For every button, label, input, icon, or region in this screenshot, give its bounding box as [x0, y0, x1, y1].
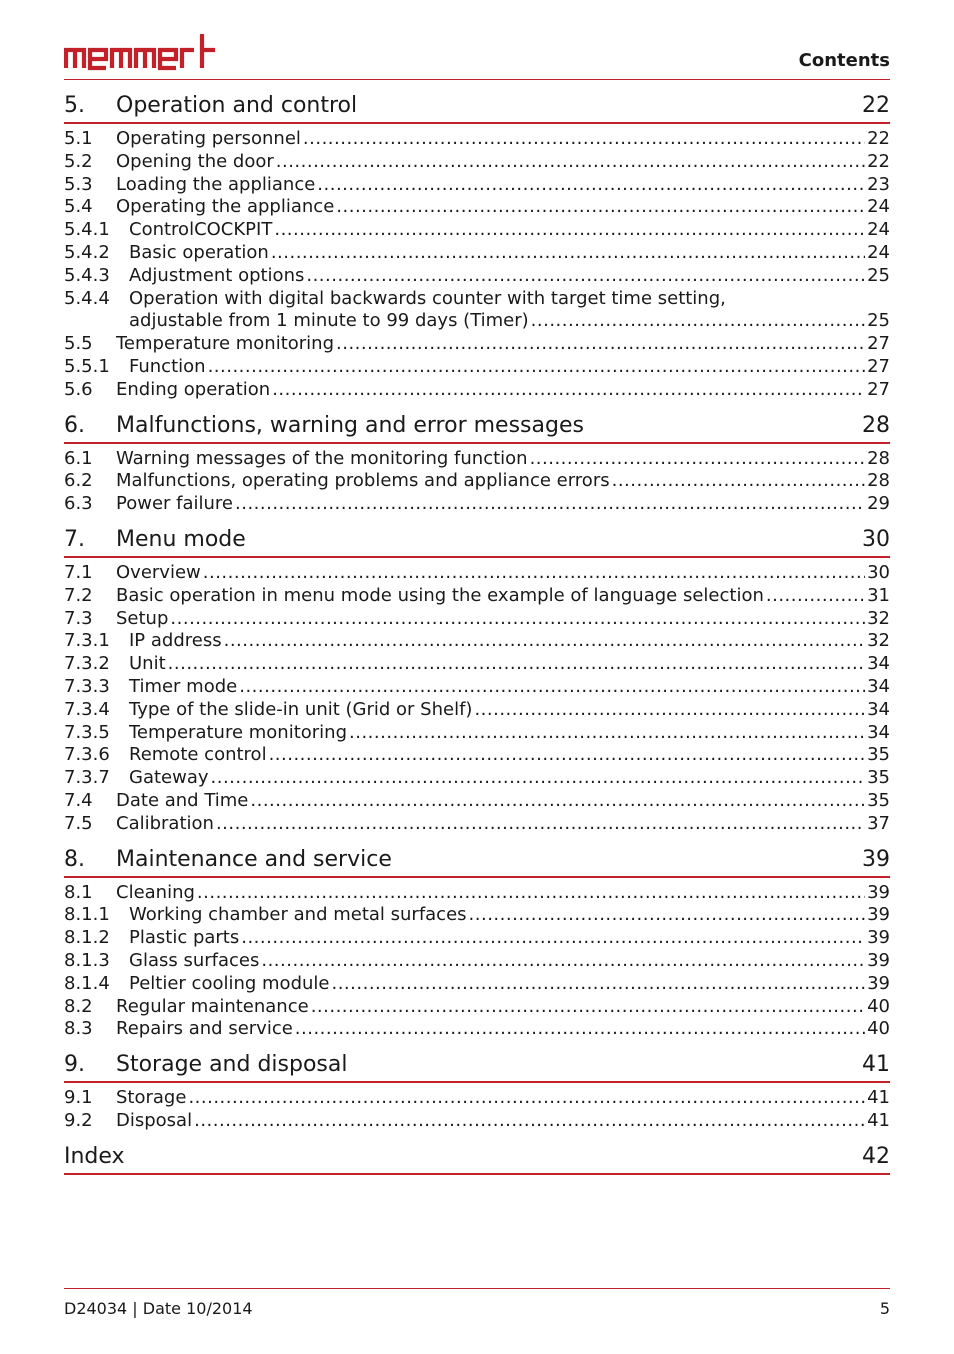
- chapter-spacer: [64, 1133, 890, 1141]
- chapter-spacer: [64, 516, 890, 524]
- entry-page-number: 39: [867, 927, 890, 949]
- entry-number: 7.3.6: [64, 744, 110, 766]
- dot-leader: [168, 653, 865, 676]
- dot-leader: [336, 333, 865, 356]
- entry-content: [129, 699, 890, 722]
- entry-page-number: 27: [867, 333, 890, 355]
- dot-leader: [306, 265, 865, 288]
- toc-entry[interactable]: [64, 196, 890, 219]
- entry-title: Repairs and service: [116, 1018, 293, 1040]
- entry-number: 5.4: [64, 196, 93, 218]
- chapter-page-number: 41: [862, 1052, 890, 1078]
- entry-title: Unit: [129, 653, 166, 675]
- chapter-title: Menu mode: [116, 526, 246, 552]
- footer-doc-info: D24034 | Date 10/2014: [64, 1299, 253, 1318]
- entry-page-number: 32: [867, 607, 890, 629]
- entry-content: [129, 653, 890, 676]
- entry-title: Warning messages of the monitoring function: [116, 447, 528, 469]
- entry-title: Basic operation: [129, 241, 269, 263]
- entry-content: [129, 630, 890, 653]
- toc-entry[interactable]: [64, 288, 890, 334]
- entry-number: 7.2: [64, 584, 93, 606]
- entry-page-number: 34: [867, 698, 890, 720]
- entry-page-number: 39: [867, 949, 890, 971]
- entry-number: 8.1.1: [64, 904, 110, 926]
- chapter-title: Index: [64, 1143, 125, 1169]
- toc-entry[interactable]: [64, 699, 890, 722]
- entry-page-number: 39: [867, 972, 890, 994]
- entry-content: [129, 904, 890, 927]
- entry-content: [116, 448, 890, 471]
- entry-title: Function: [129, 355, 206, 377]
- dot-leader: [349, 722, 865, 745]
- entry-page-number: 24: [867, 241, 890, 263]
- entry-title: IP address: [129, 630, 222, 652]
- toc-entry[interactable]: [64, 174, 890, 197]
- entry-page-number: 28: [867, 447, 890, 469]
- entry-number: 5.1: [64, 128, 93, 149]
- entry-content: [116, 174, 890, 197]
- dot-leader: [211, 767, 866, 790]
- entry-number: 5.4.1: [64, 219, 110, 241]
- entry-number: 7.3.3: [64, 675, 110, 697]
- dot-leader: [271, 242, 865, 265]
- entry-title: Calibration: [116, 812, 214, 834]
- entry-content: [129, 722, 890, 745]
- entry-title: Storage: [116, 1087, 187, 1109]
- entry-number: 9.2: [64, 1109, 93, 1131]
- entry-title: Setup: [116, 607, 169, 629]
- entry-number: 8.2: [64, 995, 93, 1017]
- entry-content: [116, 585, 890, 608]
- dot-leader: [612, 470, 865, 493]
- dot-leader: [216, 813, 865, 836]
- entry-title: Ending operation: [116, 378, 271, 400]
- entry-title: Peltier cooling module: [129, 972, 330, 994]
- toc-entry[interactable]: [64, 448, 890, 471]
- entry-page-number: 37: [867, 812, 890, 834]
- toc-chapter-heading[interactable]: [64, 1141, 890, 1175]
- entry-content: [116, 562, 890, 585]
- entry-content: [116, 608, 890, 631]
- entry-page-number: 39: [867, 904, 890, 926]
- entry-number: 7.4: [64, 789, 93, 811]
- entry-title: Glass surfaces: [129, 949, 260, 971]
- dot-leader: [235, 493, 865, 516]
- chapter-title: Malfunctions, warning and error messages: [116, 412, 584, 438]
- chapter-title: Storage and disposal: [116, 1052, 348, 1078]
- entry-content: [129, 767, 890, 790]
- header-rule: [64, 79, 890, 80]
- entry-page-number: 27: [867, 355, 890, 377]
- entry-content: [116, 1018, 890, 1041]
- dot-leader: [469, 904, 866, 927]
- toc-entry[interactable]: [64, 585, 890, 608]
- entry-page-number: 34: [867, 721, 890, 743]
- dot-leader: [250, 790, 865, 813]
- entry-number: 5.6: [64, 378, 93, 400]
- toc-chapter-heading[interactable]: [64, 410, 890, 444]
- entry-content: [116, 196, 890, 219]
- entry-page-number: 41: [867, 1109, 890, 1131]
- entry-page-number: 29: [867, 493, 890, 515]
- dot-leader: [766, 585, 865, 608]
- chapter-number: 5.: [64, 93, 85, 118]
- toc-entry[interactable]: [64, 242, 890, 265]
- chapter-page-number: 39: [862, 846, 890, 872]
- toc-entry[interactable]: [64, 333, 890, 356]
- entry-content: [129, 242, 890, 265]
- entry-page-number: 35: [867, 789, 890, 811]
- entry-page-number: 35: [867, 767, 890, 789]
- toc-chapter-heading[interactable]: [64, 524, 890, 558]
- dot-leader: [188, 1087, 865, 1110]
- dot-leader: [272, 379, 865, 402]
- entry-title: Temperature monitoring: [129, 721, 348, 743]
- entry-number: 5.2: [64, 150, 93, 172]
- toc-entry[interactable]: [64, 356, 890, 379]
- entry-number: 7.3.4: [64, 698, 110, 720]
- memmert-logo: [64, 32, 216, 72]
- entry-page-number: 22: [867, 150, 890, 172]
- entry-content: [129, 950, 890, 973]
- entry-title: Timer mode: [129, 675, 238, 697]
- entry-content: [116, 493, 890, 516]
- entry-page-number: 27: [867, 378, 890, 400]
- chapter-number: 7.: [64, 526, 85, 552]
- dot-leader: [336, 196, 865, 219]
- entry-content: [116, 996, 890, 1019]
- entry-number: 6.1: [64, 447, 93, 469]
- chapter-page-number: 30: [862, 526, 890, 552]
- entry-page-number: 35: [867, 744, 890, 766]
- entry-number: 7.3.7: [64, 767, 110, 789]
- toc-entry[interactable]: [64, 562, 890, 585]
- entry-content: [116, 151, 890, 174]
- footer-rule: [64, 1288, 890, 1289]
- footer-page-number: 5: [879, 1299, 890, 1318]
- toc-entry[interactable]: [64, 219, 890, 242]
- entry-number: 7.3.2: [64, 653, 110, 675]
- entry-page-number: 34: [867, 653, 890, 675]
- toc-chapter-heading[interactable]: [64, 90, 890, 124]
- toc-entry[interactable]: [64, 470, 890, 493]
- entry-title: Gateway: [129, 767, 209, 789]
- entry-number: 7.1: [64, 561, 93, 583]
- dot-leader: [170, 608, 865, 631]
- entry-number: 9.1: [64, 1087, 93, 1109]
- entry-page-number: 23: [867, 173, 890, 195]
- entry-number: 7.3: [64, 607, 93, 629]
- entry-title: Cleaning: [116, 881, 195, 903]
- dot-leader: [311, 996, 865, 1019]
- entry-title: Regular maintenance: [116, 995, 309, 1017]
- entry-page-number: 25: [867, 264, 890, 286]
- toc-entry[interactable]: [64, 151, 890, 174]
- entry-number: 8.3: [64, 1018, 93, 1040]
- entry-title: Remote control: [129, 744, 267, 766]
- chapter-page-number: 42: [862, 1143, 890, 1169]
- entry-page-number: 25: [867, 310, 890, 332]
- entry-number: 7.3.1: [64, 630, 110, 652]
- entry-content: [129, 676, 890, 699]
- entry-content: [116, 379, 890, 402]
- entry-title: Working chamber and metal surfaces: [129, 904, 467, 926]
- entry-title: Operating personnel: [116, 128, 301, 149]
- entry-content: [116, 882, 890, 905]
- dot-leader: [194, 1110, 865, 1133]
- entry-number: 8.1: [64, 881, 93, 903]
- entry-title: Type of the slide-in unit (Grid or Shelf): [129, 698, 473, 720]
- entry-page-number: 24: [867, 196, 890, 218]
- dot-leader: [197, 882, 865, 905]
- entry-title: adjustable from 1 minute to 99 days (Timer): [129, 310, 529, 332]
- toc-entry[interactable]: [64, 1018, 890, 1041]
- entry-page-number: 34: [867, 675, 890, 697]
- entry-title: Malfunctions, operating problems and appliance errors: [116, 470, 610, 492]
- toc-entry[interactable]: [64, 882, 890, 905]
- toc-entry[interactable]: [64, 722, 890, 745]
- entry-page-number: 41: [867, 1087, 890, 1109]
- toc-entry[interactable]: [64, 950, 890, 973]
- toc-chapter-heading[interactable]: [64, 1049, 890, 1083]
- chapter-title: Operation and control: [116, 93, 358, 118]
- chapter-title: Maintenance and service: [116, 846, 392, 872]
- entry-page-number: 32: [867, 630, 890, 652]
- entry-title: Temperature monitoring: [116, 333, 335, 355]
- entry-content: [129, 265, 890, 288]
- toc-entry[interactable]: [64, 608, 890, 631]
- toc-entry[interactable]: [64, 265, 890, 288]
- entry-content: [129, 744, 890, 767]
- entry-page-number: 40: [867, 995, 890, 1017]
- entry-content: [129, 310, 890, 333]
- dot-leader: [303, 128, 865, 151]
- toc-entry[interactable]: [64, 128, 890, 151]
- chapter-spacer: [64, 1041, 890, 1049]
- entry-content: [129, 356, 890, 379]
- toc-entry[interactable]: [64, 767, 890, 790]
- chapter-number: 9.: [64, 1052, 85, 1078]
- dot-leader: [203, 562, 865, 585]
- entry-number: 5.4.4: [64, 287, 110, 309]
- entry-number: 5.4.3: [64, 264, 110, 286]
- toc-entry[interactable]: [64, 973, 890, 996]
- entry-number: 6.2: [64, 470, 93, 492]
- toc-entry[interactable]: [64, 904, 890, 927]
- dot-leader: [224, 630, 865, 653]
- dot-leader: [331, 973, 865, 996]
- toc-entry[interactable]: [64, 493, 890, 516]
- chapter-spacer: [64, 402, 890, 410]
- entry-number: 5.4.2: [64, 241, 110, 263]
- entry-title: Adjustment options: [129, 264, 305, 286]
- dot-leader: [239, 676, 865, 699]
- entry-number: 5.5.1: [64, 355, 110, 377]
- toc-entry[interactable]: [64, 744, 890, 767]
- entry-content: [116, 128, 890, 151]
- entry-title: Plastic parts: [129, 927, 240, 949]
- entry-page-number: 28: [867, 470, 890, 492]
- entry-number: 7.3.5: [64, 721, 110, 743]
- dot-leader: [530, 448, 866, 471]
- dot-leader: [295, 1018, 865, 1041]
- toc-entry[interactable]: [64, 676, 890, 699]
- entry-title: Opening the door: [116, 150, 274, 172]
- entry-content: [116, 1110, 890, 1133]
- entry-number: 6.3: [64, 493, 93, 515]
- entry-page-number: 24: [867, 219, 890, 241]
- entry-number: 8.1.4: [64, 972, 110, 994]
- entry-title: Operating the appliance: [116, 196, 335, 218]
- entry-content: [129, 927, 890, 950]
- toc-entry[interactable]: [64, 927, 890, 950]
- dot-leader: [269, 744, 866, 767]
- toc-entry[interactable]: [64, 996, 890, 1019]
- entry-content: [116, 1087, 890, 1110]
- entry-title-line1: Operation with digital backwards counter with target time setting,: [129, 287, 726, 309]
- entry-title: Power failure: [116, 493, 233, 515]
- entry-title: Basic operation in menu mode using the example of language selection: [116, 584, 764, 606]
- toc-entry[interactable]: [64, 790, 890, 813]
- dot-leader: [261, 950, 865, 973]
- toc-chapter-heading[interactable]: [64, 844, 890, 878]
- chapter-spacer: [64, 836, 890, 844]
- entry-title: ControlCOCKPIT: [129, 219, 273, 241]
- toc-entry[interactable]: [64, 1110, 890, 1133]
- dot-leader: [317, 174, 865, 197]
- toc-entry[interactable]: [64, 379, 890, 402]
- header-title: Contents: [798, 50, 890, 71]
- entry-title: Loading the appliance: [116, 173, 316, 195]
- entry-content: [129, 219, 890, 242]
- dot-leader: [531, 310, 865, 333]
- entry-number: 5.3: [64, 173, 93, 195]
- entry-number: 8.1.2: [64, 927, 110, 949]
- entry-content: [116, 333, 890, 356]
- dot-leader: [474, 699, 865, 722]
- chapter-number: 8.: [64, 846, 85, 872]
- chapter-number: 6.: [64, 412, 85, 438]
- entry-title: Date and Time: [116, 789, 249, 811]
- toc-entry[interactable]: [64, 653, 890, 676]
- entry-content: [116, 470, 890, 493]
- dot-leader: [276, 151, 865, 174]
- entry-number: 8.1.3: [64, 949, 110, 971]
- entry-page-number: 39: [867, 881, 890, 903]
- entry-page-number: 40: [867, 1018, 890, 1040]
- chapter-page-number: 22: [862, 93, 890, 118]
- entry-page-number: 30: [867, 561, 890, 583]
- dot-leader: [274, 219, 865, 242]
- entry-content: [129, 973, 890, 996]
- table-of-contents: [64, 90, 890, 1175]
- toc-entry[interactable]: [64, 813, 890, 836]
- entry-title: Overview: [116, 561, 201, 583]
- dot-leader: [208, 356, 866, 379]
- entry-number: 7.5: [64, 812, 93, 834]
- dot-leader: [241, 927, 865, 950]
- entry-content: [116, 790, 890, 813]
- toc-entry[interactable]: [64, 630, 890, 653]
- entry-page-number: 22: [867, 128, 890, 149]
- chapter-page-number: 28: [862, 412, 890, 438]
- entry-page-number: 31: [867, 584, 890, 606]
- toc-entry[interactable]: [64, 1087, 890, 1110]
- entry-title: Disposal: [116, 1109, 193, 1131]
- entry-number: 5.5: [64, 333, 93, 355]
- entry-content: [116, 813, 890, 836]
